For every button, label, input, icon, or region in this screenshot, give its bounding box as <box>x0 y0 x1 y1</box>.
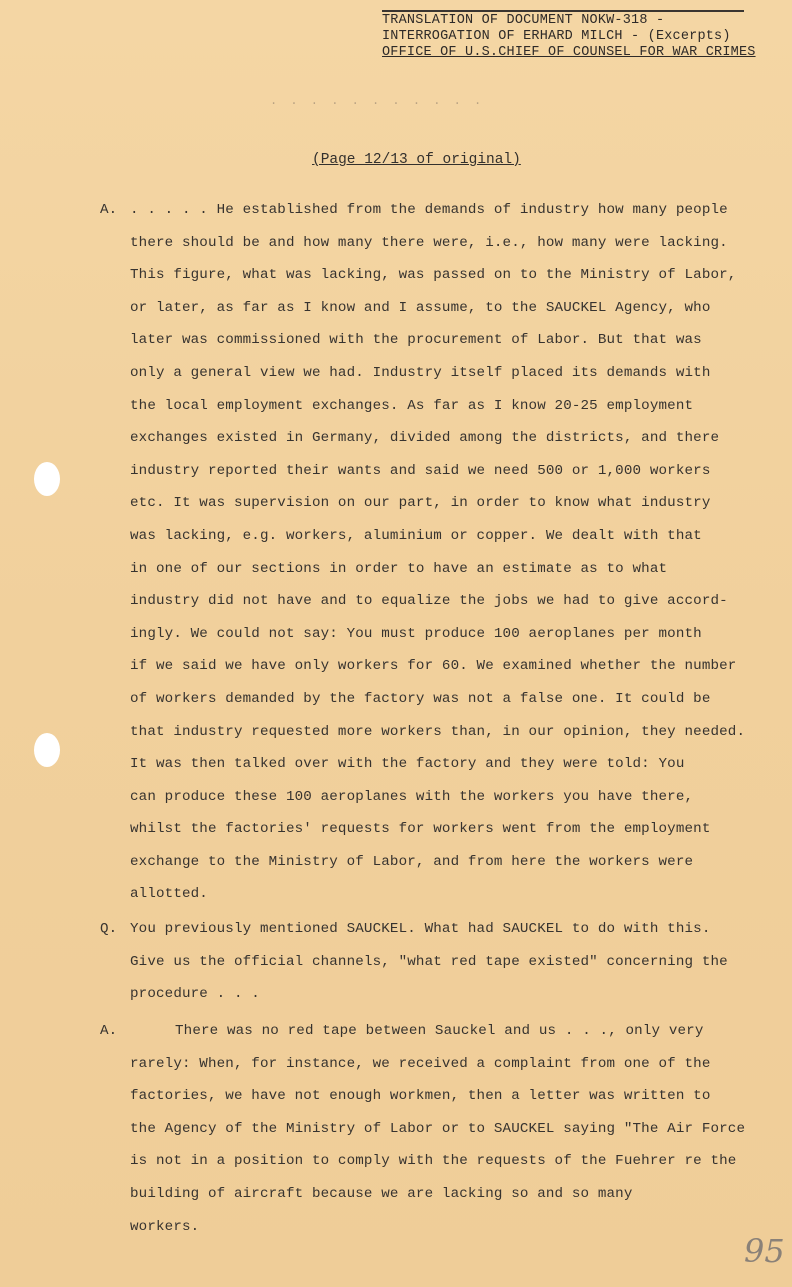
punch-hole-bottom <box>34 733 60 767</box>
text-line: Give us the official channels, "what red tape existed" concerning the <box>130 953 728 970</box>
text-line: if we said we have only workers for 60. We examined whether the number <box>130 658 737 675</box>
header-line-1: TRANSLATION OF DOCUMENT NOKW-318 - <box>382 13 665 28</box>
text-line: A. . . . . . He established from the demands of industry how many people <box>100 194 740 227</box>
text-line: can produce these 100 aeroplanes with the workers you have there, <box>130 788 694 805</box>
header-rule <box>382 10 744 12</box>
text-line: A. There was no red tape between Sauckel and us . . ., only very <box>100 1015 740 1048</box>
speaker-label: Q. <box>100 921 118 937</box>
text-line: later was commissioned with the procurement of Labor. But that was <box>130 332 702 349</box>
question <box>100 913 740 1011</box>
text-line: of workers demanded by the factory was not a false one. It could be <box>130 690 711 707</box>
text-line: This figure, what was lacking, was passed on to the Ministry of Labor, <box>130 267 737 284</box>
text-line: or later, as far as I know and I assume, to the SAUCKEL Agency, who <box>130 299 711 316</box>
text-line: etc. It was supervision on our part, in order to know what industry <box>130 495 711 512</box>
speaker-label: A. <box>100 1023 118 1039</box>
text-line: only a general view we had. Industry itself placed its demands with <box>130 364 711 381</box>
text-line: workers. <box>130 1218 200 1235</box>
faint-overprint: . . . . . . . . . . . <box>270 94 485 108</box>
text-line: allotted. <box>130 886 208 903</box>
document-header <box>382 10 754 61</box>
text-line: exchanges existed in Germany, divided among the districts, and there <box>130 430 720 447</box>
header-line-3: OFFICE OF U.S.CHIEF OF COUNSEL FOR WAR CRIMES <box>382 45 756 60</box>
text-line: exchange to the Ministry of Labor, and from here the workers were <box>130 853 694 870</box>
text-line: factories, we have not enough workmen, then a letter was written to <box>130 1088 711 1105</box>
header-line-2: INTERROGATION OF ERHARD MILCH - (Excerpts) <box>382 29 731 44</box>
text-line: rarely: When, for instance, we received a complaint from one of the <box>130 1055 711 1072</box>
text-line: It was then talked over with the factory and they were told: You <box>130 756 685 773</box>
answer-2 <box>100 1015 746 1243</box>
text-line: building of aircraft because we are lacking so and so many <box>130 1185 633 1202</box>
page-reference: (Page 12/13 of original) <box>312 152 521 168</box>
text-line: was lacking, e.g. workers, aluminium or copper. We dealt with that <box>130 527 702 544</box>
text-line: the local employment exchanges. As far as I know 20-25 employment <box>130 397 694 414</box>
text-line: whilst the factories' requests for workers went from the employment <box>130 821 711 838</box>
text-line: ingly. We could not say: You must produce 100 aeroplanes per month <box>130 625 702 642</box>
punch-hole-top <box>34 462 60 496</box>
text-line: the Agency of the Ministry of Labor or to SAUCKEL saying "The Air Force <box>130 1120 746 1137</box>
text-line: industry reported their wants and said we need 500 or 1,000 workers <box>130 462 711 479</box>
text-line: procedure . . . <box>130 986 260 1003</box>
text-line: industry did not have and to equalize the jobs we had to give accord- <box>130 593 728 610</box>
handwritten-page-number: 95 <box>744 1232 785 1270</box>
speaker-label: A. <box>100 202 118 218</box>
text-line: there should be and how many there were, i.e., how many were lacking. <box>130 234 728 251</box>
text-line: Q. You previously mentioned SAUCKEL. What had SAUCKEL to do with this. <box>100 913 740 946</box>
answer-1 <box>100 194 746 911</box>
text-line: is not in a position to comply with the requests of the Fuehrer re the <box>130 1153 737 1170</box>
text-line: in one of our sections in order to have an estimate as to what <box>130 560 668 577</box>
text-line: that industry requested more workers than, in our opinion, they needed. <box>130 723 746 740</box>
